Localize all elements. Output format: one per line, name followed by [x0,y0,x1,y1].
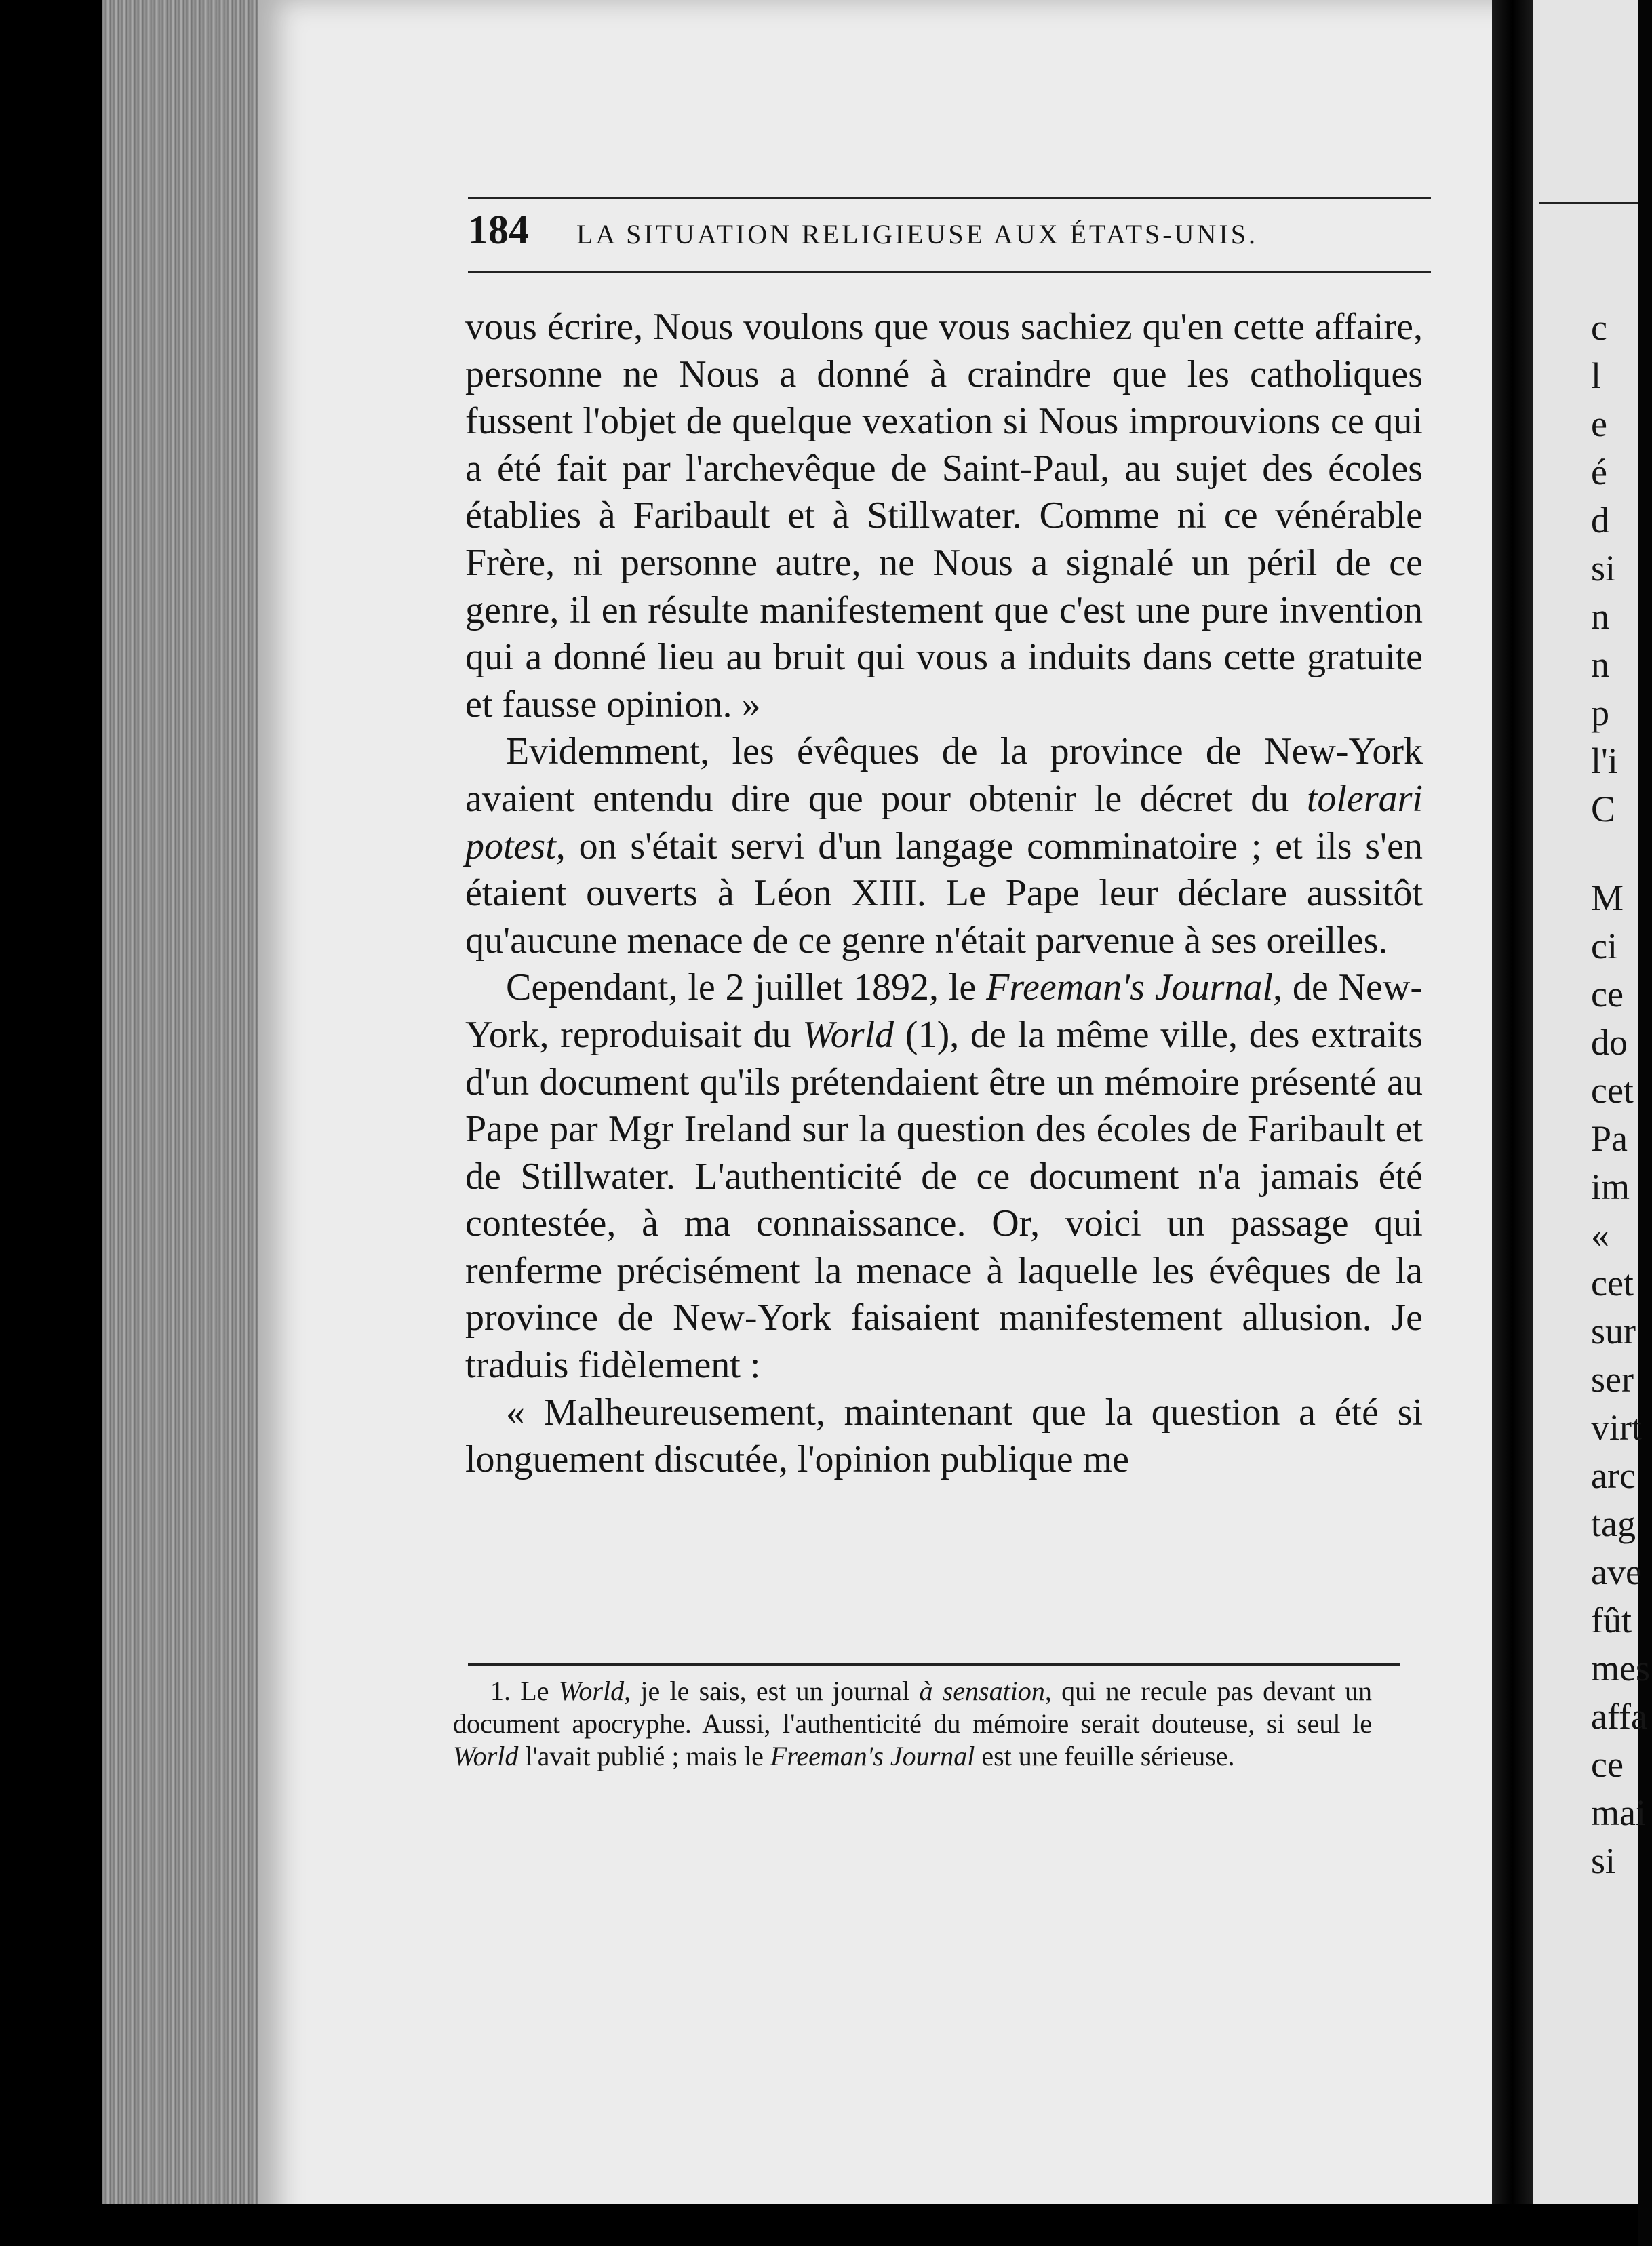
facing-fragment-bottom-17: affa [1591,1696,1647,1737]
facing-fragment-bottom-18: ce [1591,1744,1624,1785]
page-number: 184 [468,208,529,252]
facing-fragment-bottom-1: ci [1591,926,1617,966]
facing-fragment-bottom-7: « [1591,1215,1609,1255]
facing-fragment-top-1: l [1591,355,1602,396]
facing-fragment-top-10: C [1591,789,1616,829]
paragraph-3: Cependant, le 2 juillet 1892, le Freeman's Journal, de New-York, reproduisait du World (1), de la même ville, des extraits d'un document qu'ils prétendaient être un mémoire présenté au Pape par Mgr Ireland sur la question des écoles de Faribault et de Stillwater. L'authenticité de ce document n'a jamais été contestée, à ma connaissance. Or, voici un passage qui renferme précisément la menace à laquelle les évêques de la province de New-York faisaient manifestement allusion. Je traduis fidèlement : [465,966,1423,1387]
facing-fragment-bottom-4: cet [1591,1070,1634,1111]
footnote-number: 1. [490,1676,511,1706]
facing-fragment-bottom-12: arc [1591,1455,1636,1496]
facing-fragment-top-9: l'i [1591,741,1618,781]
facing-fragment-bottom-0: M [1591,878,1624,918]
facing-fragment-top-7: n [1591,644,1609,685]
book-page-edges [102,0,258,2246]
facing-fragment-bottom-10: ser [1591,1359,1634,1400]
footnote: 1. Le World, je le sais, est un journal à sensation, qui ne recule pas devant un document apocryphe. Aussi, l'authenticité du mémoire serait douteuse, si seul le World l'avait publié ; mais le Freeman's Journal est une feuille sérieuse. [453,1676,1372,1771]
facing-fragment-top-8: p [1591,692,1609,733]
paragraph-2: Evidemment, les évêques de la province de New-York avaient entendu dire que pour obtenir le décret du tolerari potest, on s'était servi d'un langage comminatoire ; et ils s'en étaient ouverts à Léon XIII. Le Pape leur déclare aussitôt qu'aucune menace de ce genre n'était parvenue à ses oreilles. [465,730,1423,962]
facing-fragment-bottom-2: ce [1591,974,1624,1014]
facing-fragment-bottom-6: im [1591,1166,1630,1207]
facing-fragment-top-6: n [1591,596,1609,637]
header-top-rule [468,197,1431,199]
facing-fragment-top-0: c [1591,307,1607,348]
facing-fragment-bottom-16: mes [1591,1648,1650,1689]
facing-page-rule [1539,202,1638,204]
facing-fragment-bottom-19: mai [1591,1792,1646,1833]
facing-fragment-bottom-3: do [1591,1022,1628,1063]
facing-fragment-bottom-14: ave [1591,1552,1642,1592]
scan-bottom-edge [0,2204,1638,2246]
running-title: LA SITUATION RELIGIEUSE AUX ÉTATS-UNIS. [576,219,1258,250]
facing-fragment-bottom-5: Pa [1591,1118,1628,1159]
header-bottom-rule [468,271,1431,273]
facing-fragment-top-2: e [1591,403,1607,444]
facing-fragment-top-5: si [1591,548,1616,589]
facing-fragment-bottom-20: si [1591,1840,1616,1881]
facing-fragment-top-3: é [1591,452,1607,492]
facing-fragment-bottom-15: fût [1591,1600,1632,1640]
paragraph-4: « Malheureusement, maintenant que la question a été si longuement discutée, l'opinion publique me [465,1391,1423,1481]
facing-fragment-bottom-9: sur [1591,1311,1636,1352]
book-gutter [1492,0,1533,2246]
facing-fragment-top-4: d [1591,500,1609,540]
body-text [465,304,1423,1484]
facing-fragment-bottom-8: cet [1591,1263,1634,1303]
paragraph-1: vous écrire, Nous voulons que vous sachiez qu'en cette affaire, personne ne Nous a donné à craindre que les catholiques fussent l'objet de quelque vexation si Nous improuvions ce qui a été fait par l'archevêque de Saint-Paul, au sujet des écoles établies à Faribault et à Stillwater. Comme ni ce vénérable Frère, ni personne autre, ne Nous a signalé un péril de ce genre, il en résulte manifestement que c'est une pure invention qui a donné lieu au bruit qui vous a induits dans cette gratuite et fausse opinion. » [465,306,1423,726]
facing-fragment-bottom-11: virt [1591,1407,1642,1448]
facing-fragment-bottom-13: tag [1591,1503,1636,1544]
running-head [468,207,1431,261]
facing-page-text-fragments [1591,304,1652,1885]
scan-dark-margin [0,0,102,2246]
footnote-rule [468,1663,1400,1666]
